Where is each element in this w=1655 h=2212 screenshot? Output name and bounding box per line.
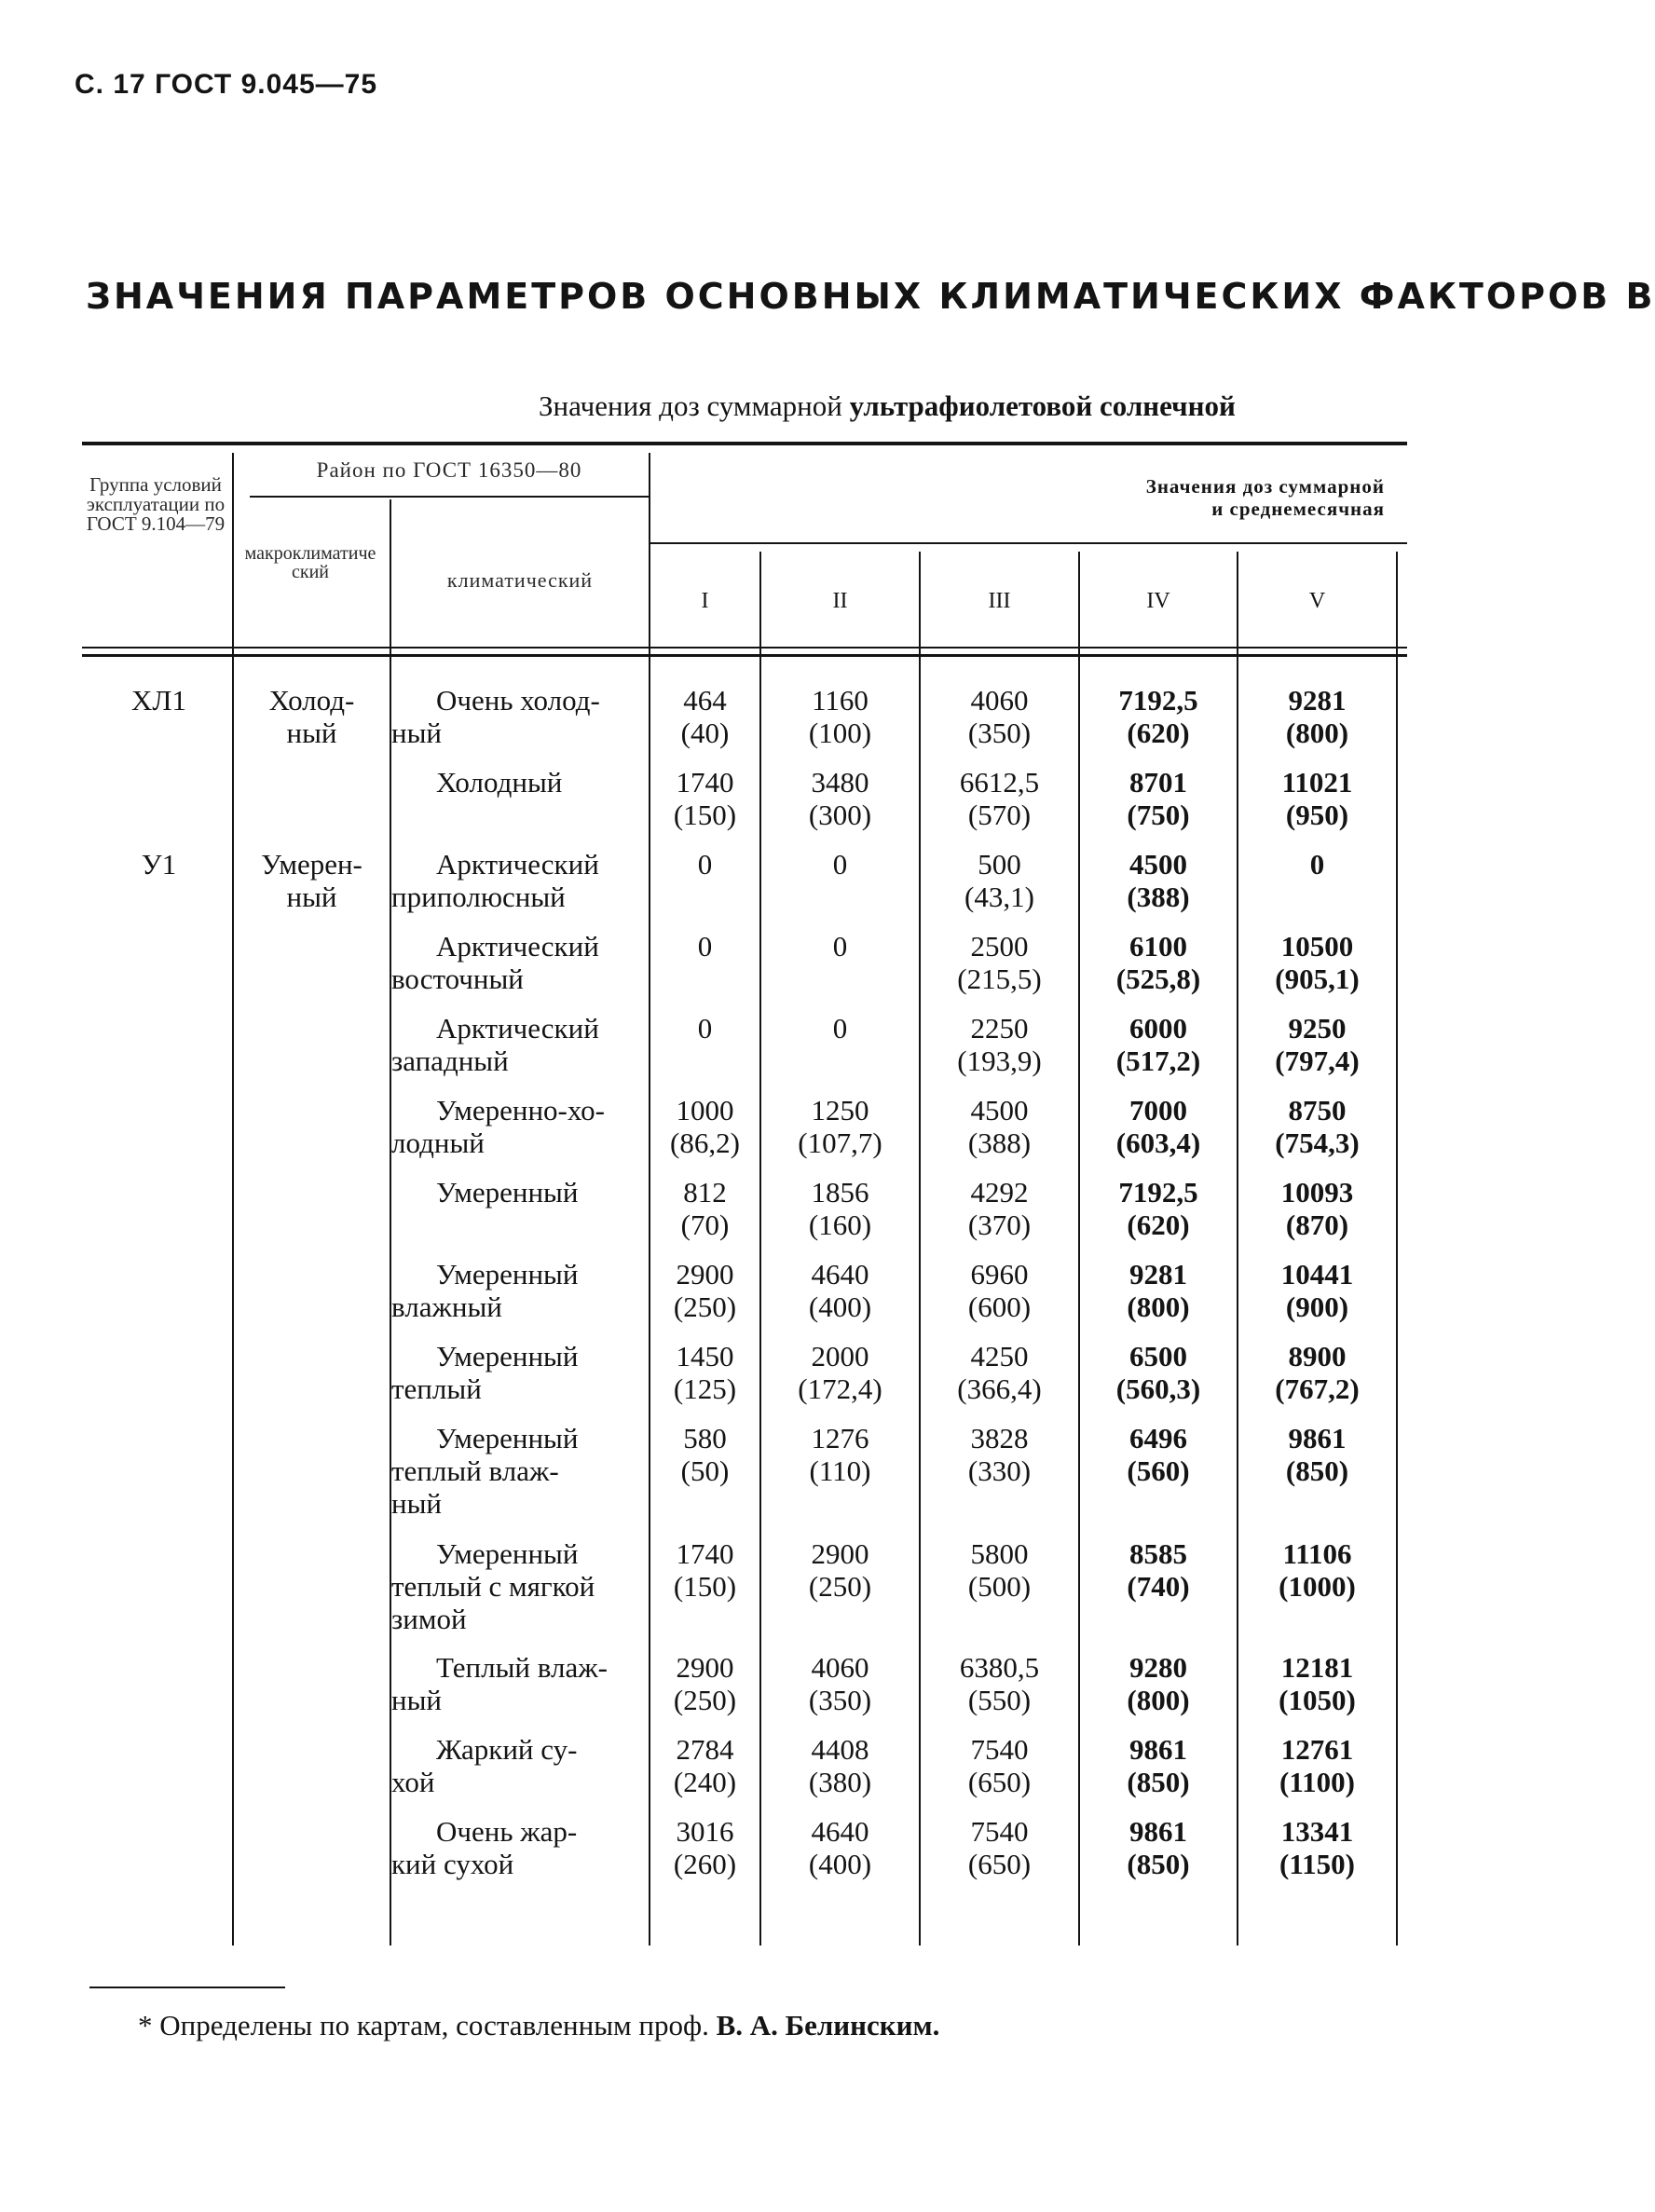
value-cell-m2: 0 (832, 848, 848, 881)
value-cell-m1: 580 (683, 1422, 727, 1454)
header-bottom-rule-2 (82, 654, 1407, 657)
value-cell-m4: 6496 (1129, 1422, 1187, 1454)
header-month-iv: IV (1146, 589, 1170, 613)
value-cell-avg-m5: (1100) (1279, 1766, 1355, 1798)
value-cell-avg-m1: (150) (673, 799, 737, 831)
value-cell-m4: 9281 (1129, 1258, 1187, 1290)
value-cell-avg-m3: (650) (967, 1766, 1032, 1798)
row-climatic-line1: Очень жар- (436, 1815, 578, 1848)
row-climatic-line3: ный (391, 1487, 443, 1520)
row-climatic-line1: Теплый влаж- (436, 1651, 608, 1684)
value-cell-avg-m2: (400) (808, 1848, 872, 1880)
row-climatic-line2: приполюсный (391, 881, 566, 913)
header-group: Группа условий эксплуатации по ГОСТ 9.104—79 (86, 473, 226, 535)
value-cell-m2: 0 (832, 1012, 848, 1045)
value-cell-m2: 1276 (811, 1422, 869, 1454)
row-climatic-line2: западный (391, 1045, 509, 1077)
footnote (138, 2009, 939, 2042)
row-climatic-line1: Очень холод- (436, 684, 600, 717)
value-cell-m5: 9281 (1288, 684, 1347, 717)
row-climatic-line1: Арктический (436, 1012, 599, 1045)
row-climatic-line2: теплый с мягкой (391, 1570, 595, 1603)
value-cell-m5: 9861 (1288, 1422, 1347, 1454)
value-cell-m2: 1856 (811, 1176, 869, 1208)
value-cell-m1: 1450 (676, 1340, 734, 1372)
value-cell-m1: 0 (697, 930, 713, 963)
value-cell-m5: 10500 (1280, 930, 1354, 963)
value-cell-m5: 0 (1309, 848, 1325, 881)
row-climatic-line2: восточный (391, 963, 524, 995)
col-divider-5 (1396, 552, 1398, 1946)
row-climatic-line1: Умеренно-хо- (436, 1094, 606, 1126)
value-cell-m1: 2900 (676, 1258, 734, 1290)
value-cell-m3: 5800 (970, 1537, 1029, 1570)
value-cell-m5: 11021 (1281, 766, 1353, 799)
value-cell-avg-m4: (603,4) (1115, 1126, 1201, 1159)
row-group: ХЛ1 (131, 684, 186, 717)
value-cell-avg-m3: (388) (967, 1126, 1032, 1159)
value-cell-m3: 6612,5 (959, 766, 1040, 799)
value-cell-avg-m2: (160) (808, 1208, 872, 1241)
value-cell-m4: 6500 (1129, 1340, 1187, 1372)
value-cell-m4: 7192,5 (1118, 1176, 1198, 1208)
row-macro-line2: ный (286, 717, 337, 749)
value-cell-avg-m3: (366,4) (957, 1372, 1042, 1405)
value-cell-avg-m1: (150) (673, 1570, 737, 1603)
value-cell-avg-m3: (570) (967, 799, 1032, 831)
value-cell-avg-m4: (560,3) (1115, 1372, 1201, 1405)
row-climatic-line1: Арктический (436, 848, 599, 881)
page-title: ЗНАЧЕНИЯ ПАРАМЕТРОВ ОСНОВНЫХ КЛИМАТИЧЕСКИХ ФАКТОРОВ В (86, 276, 1655, 317)
table-caption (539, 389, 1236, 423)
row-climatic-line1: Холодный (436, 766, 563, 799)
row-macro-line1: Умерен- (261, 848, 362, 881)
value-cell-m5: 9250 (1288, 1012, 1347, 1045)
value-cell-avg-m5: (1050) (1279, 1684, 1356, 1716)
footnote-bold: В. А. Белинским. (716, 2009, 940, 2041)
value-cell-m5: 8900 (1288, 1340, 1347, 1372)
value-cell-avg-m5: (767,2) (1275, 1372, 1360, 1405)
value-cell-m1: 464 (683, 684, 727, 717)
value-cell-m3: 4292 (970, 1176, 1029, 1208)
value-cell-avg-m5: (950) (1285, 799, 1349, 831)
value-cell-avg-m2: (300) (808, 799, 872, 831)
row-climatic-line3: зимой (391, 1603, 467, 1635)
value-cell-avg-m4: (525,8) (1115, 963, 1201, 995)
value-cell-m3: 4500 (970, 1094, 1029, 1126)
header-month-ii: II (832, 589, 848, 613)
value-cell-m1: 0 (697, 848, 713, 881)
region-header-rule (250, 496, 649, 498)
row-climatic-line2: хой (391, 1766, 435, 1798)
value-cell-avg-m5: (900) (1285, 1290, 1349, 1323)
value-cell-m2: 2000 (811, 1340, 869, 1372)
header-month-i: I (701, 589, 709, 613)
value-cell-m1: 3016 (676, 1815, 734, 1848)
row-climatic-line2: теплый (391, 1372, 482, 1405)
row-climatic-line2: кий сухой (391, 1848, 514, 1880)
footnote-normal: * Определены по картам, составленным проф. (138, 2009, 717, 2041)
value-cell-m4: 9861 (1129, 1815, 1187, 1848)
row-climatic-line1: Умеренный (436, 1176, 579, 1208)
row-climatic-line1: Жаркий су- (436, 1733, 578, 1766)
value-cell-m3: 3828 (970, 1422, 1029, 1454)
value-cell-avg-m4: (620) (1127, 717, 1190, 749)
value-cell-avg-m5: (870) (1285, 1208, 1349, 1241)
value-cell-avg-m2: (400) (808, 1290, 872, 1323)
values-header-rule (649, 542, 1407, 544)
value-cell-m4: 4500 (1129, 848, 1187, 881)
value-cell-m2: 3480 (811, 766, 869, 799)
value-cell-m3: 500 (978, 848, 1021, 881)
value-cell-avg-m2: (100) (808, 717, 872, 749)
value-cell-avg-m3: (193,9) (957, 1045, 1042, 1077)
header-values-line2: и среднемесячная (1211, 498, 1385, 520)
value-cell-m2: 4640 (811, 1258, 869, 1290)
value-cell-m3: 2250 (970, 1012, 1029, 1045)
value-cell-m4: 9861 (1129, 1733, 1187, 1766)
row-climatic-line1: Арктический (436, 930, 599, 963)
value-cell-avg-m4: (850) (1127, 1848, 1190, 1880)
value-cell-m3: 6380,5 (959, 1651, 1040, 1684)
value-cell-m1: 1740 (676, 766, 734, 799)
value-cell-m2: 4640 (811, 1815, 869, 1848)
value-cell-avg-m1: (70) (680, 1208, 730, 1241)
row-group: У1 (141, 848, 177, 881)
value-cell-avg-m5: (905,1) (1275, 963, 1360, 995)
value-cell-avg-m2: (380) (808, 1766, 872, 1798)
value-cell-m4: 6000 (1129, 1012, 1187, 1045)
row-climatic-line2: теплый влаж- (391, 1454, 559, 1487)
header-bottom-rule-1 (82, 647, 1407, 649)
value-cell-m5: 12761 (1280, 1733, 1354, 1766)
value-cell-avg-m4: (800) (1127, 1684, 1190, 1716)
value-cell-m5: 11106 (1282, 1537, 1352, 1570)
value-cell-avg-m5: (800) (1285, 717, 1349, 749)
row-climatic-line1: Умеренный (436, 1258, 579, 1290)
value-cell-avg-m1: (250) (673, 1684, 737, 1716)
value-cell-m2: 4408 (811, 1733, 869, 1766)
value-cell-m1: 1740 (676, 1537, 734, 1570)
value-cell-avg-m1: (240) (673, 1766, 737, 1798)
value-cell-avg-m5: (850) (1285, 1454, 1349, 1487)
value-cell-m3: 7540 (970, 1815, 1029, 1848)
value-cell-m5: 10093 (1280, 1176, 1354, 1208)
value-cell-m1: 2900 (676, 1651, 734, 1684)
table-top-rule (82, 442, 1407, 445)
value-cell-avg-m4: (800) (1127, 1290, 1190, 1323)
row-climatic-line2: ный (391, 1684, 443, 1716)
value-cell-avg-m3: (215,5) (957, 963, 1042, 995)
value-cell-m2: 1160 (812, 684, 869, 717)
value-cell-avg-m3: (600) (967, 1290, 1032, 1323)
value-cell-avg-m3: (370) (967, 1208, 1032, 1241)
value-cell-m4: 6100 (1129, 930, 1187, 963)
value-cell-avg-m1: (86,2) (670, 1126, 740, 1159)
value-cell-avg-m2: (107,7) (798, 1126, 882, 1159)
value-cell-avg-m2: (172,4) (798, 1372, 882, 1405)
header-month-iii: III (988, 589, 1011, 613)
value-cell-avg-m3: (330) (967, 1454, 1032, 1487)
value-cell-avg-m4: (620) (1127, 1208, 1190, 1241)
row-climatic-line2: лодный (391, 1126, 485, 1159)
row-climatic-line1: Умеренный (436, 1537, 579, 1570)
value-cell-m4: 7192,5 (1118, 684, 1198, 717)
value-cell-m2: 0 (832, 930, 848, 963)
value-cell-avg-m4: (740) (1127, 1570, 1190, 1603)
value-cell-m3: 7540 (970, 1733, 1029, 1766)
value-cell-m2: 1250 (811, 1094, 869, 1126)
value-cell-avg-m3: (500) (967, 1570, 1032, 1603)
value-cell-avg-m2: (250) (808, 1570, 872, 1603)
value-cell-avg-m1: (125) (673, 1372, 737, 1405)
header-macro: макроклиматический (244, 543, 376, 582)
header-climatic: климатический (446, 568, 594, 592)
value-cell-m1: 0 (697, 1012, 713, 1045)
value-cell-m3: 4250 (970, 1340, 1029, 1372)
value-cell-avg-m2: (110) (809, 1454, 871, 1487)
value-cell-avg-m4: (517,2) (1115, 1045, 1201, 1077)
standard-code: ГОСТ 9.045—75 (155, 69, 378, 100)
value-cell-m5: 13341 (1280, 1815, 1354, 1848)
value-cell-avg-m5: (1000) (1279, 1570, 1356, 1603)
value-cell-m1: 2784 (676, 1733, 734, 1766)
value-cell-m3: 2500 (970, 930, 1029, 963)
value-cell-avg-m5: (754,3) (1275, 1126, 1360, 1159)
value-cell-m1: 812 (683, 1176, 727, 1208)
value-cell-avg-m4: (388) (1127, 881, 1190, 913)
value-cell-avg-m4: (850) (1127, 1766, 1190, 1798)
row-climatic-line2: влажный (391, 1290, 502, 1323)
value-cell-avg-m1: (260) (673, 1848, 737, 1880)
value-cell-avg-m4: (560) (1127, 1454, 1190, 1487)
value-cell-m4: 7000 (1129, 1094, 1187, 1126)
table-caption-normal: Значения доз суммарной (539, 389, 850, 422)
value-cell-m3: 4060 (970, 684, 1029, 717)
value-cell-avg-m3: (650) (967, 1848, 1032, 1880)
row-climatic-line1: Умеренный (436, 1422, 579, 1454)
value-cell-m1: 1000 (676, 1094, 734, 1126)
header-region: Район по ГОСТ 16350—80 (316, 458, 582, 482)
row-climatic-line2: ный (391, 717, 443, 749)
value-cell-m3: 6960 (970, 1258, 1029, 1290)
page-header (75, 69, 377, 101)
row-macro-line2: ный (286, 881, 337, 913)
value-cell-avg-m5: (1150) (1279, 1848, 1355, 1880)
header-month-v: V (1308, 589, 1326, 613)
row-climatic-line1: Умеренный (436, 1340, 579, 1372)
value-cell-m4: 9280 (1129, 1651, 1187, 1684)
col-divider-group (232, 453, 234, 1946)
value-cell-avg-m3: (43,1) (964, 881, 1034, 913)
value-cell-m5: 12181 (1280, 1651, 1354, 1684)
value-cell-m4: 8701 (1129, 766, 1187, 799)
value-cell-avg-m3: (350) (967, 717, 1032, 749)
value-cell-m4: 8585 (1129, 1537, 1187, 1570)
table-caption-bold: ультрафиолетовой солнечной (849, 389, 1236, 422)
value-cell-m5: 10441 (1280, 1258, 1354, 1290)
value-cell-m2: 4060 (811, 1651, 869, 1684)
row-macro-line1: Холод- (268, 684, 355, 717)
value-cell-avg-m1: (250) (673, 1290, 737, 1323)
footnote-rule (89, 1987, 285, 1988)
value-cell-m5: 8750 (1288, 1094, 1347, 1126)
page-number: С. 17 (75, 69, 146, 100)
value-cell-avg-m5: (797,4) (1275, 1045, 1360, 1077)
value-cell-avg-m1: (40) (680, 717, 730, 749)
header-values-line1: Значения доз суммарной (1145, 475, 1385, 498)
value-cell-avg-m1: (50) (680, 1454, 730, 1487)
value-cell-m2: 2900 (811, 1537, 869, 1570)
value-cell-avg-m3: (550) (967, 1684, 1032, 1716)
value-cell-avg-m4: (750) (1127, 799, 1190, 831)
value-cell-avg-m2: (350) (808, 1684, 872, 1716)
